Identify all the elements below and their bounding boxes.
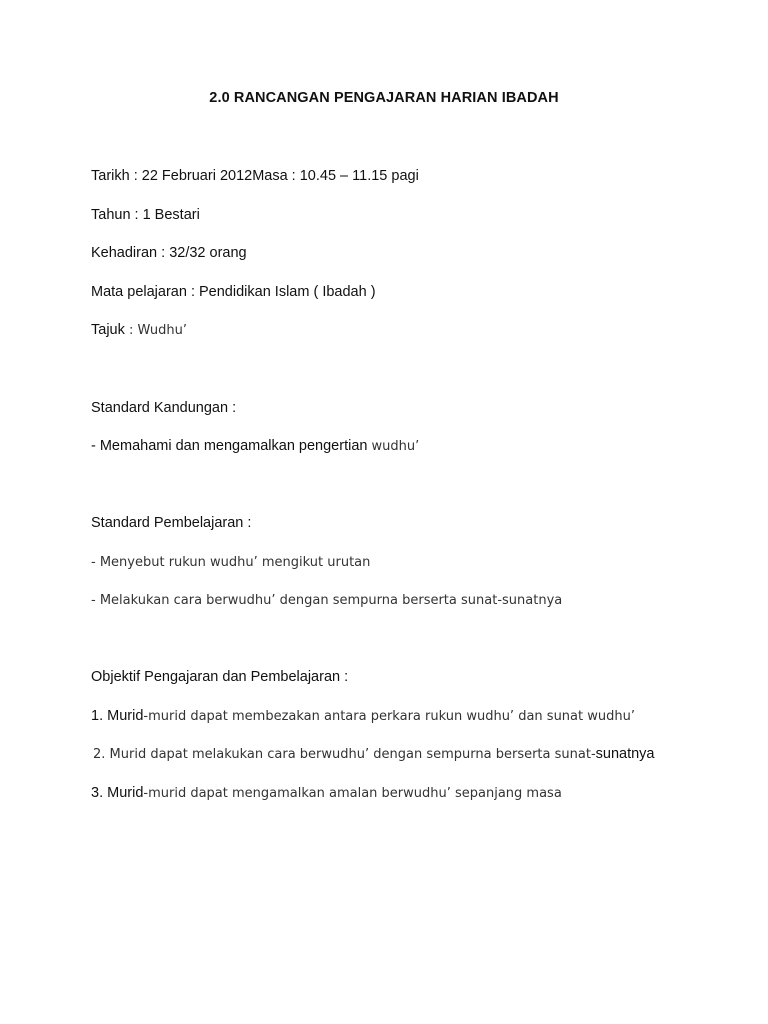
objektif-item-2-text: 2. Murid dapat melakukan cara berwudhu’ dengan sempurna berserta sunat-: [93, 747, 596, 762]
standard-pembelajaran-heading: Standard Pembelajaran :: [91, 515, 252, 531]
tarikh-masa-line: Tarikh : 22 Februari 2012Masa : 10.45 – 11.15 pagi: [91, 168, 419, 184]
tajuk-line: [91, 322, 187, 338]
objektif-item-3-lead: 3. Murid: [91, 785, 144, 801]
standard-pembelajaran-item-1: - Menyebut rukun wudhu’ mengikut urutan: [91, 555, 371, 570]
standard-kandungan-item-suffix: wudhu’: [371, 439, 420, 454]
standard-kandungan-item: [91, 438, 419, 454]
objektif-heading: Objektif Pengajaran dan Pembelajaran :: [91, 669, 349, 685]
objektif-item-1-lead: 1. Murid: [91, 708, 144, 724]
objektif-item-1: [91, 708, 635, 724]
tajuk-label: Tajuk: [91, 322, 125, 338]
tajuk-value: : Wudhu’: [124, 323, 187, 338]
kehadiran-line: Kehadiran : 32/32 orang: [91, 245, 247, 261]
objektif-item-2-tail: sunatnya: [595, 746, 655, 762]
objektif-item-3-text: -murid dapat mengamalkan amalan berwudhu’ sepanjang masa: [143, 786, 562, 801]
standard-kandungan-heading: Standard Kandungan :: [91, 400, 237, 416]
tahun-line: Tahun : 1 Bestari: [91, 207, 200, 223]
objektif-item-3: [91, 785, 562, 801]
objektif-item-1-text: -murid dapat membezakan antara perkara rukun wudhu’ dan sunat wudhu’: [143, 709, 635, 724]
objektif-item-2: [93, 746, 655, 762]
standard-kandungan-item-text: - Memahami dan mengamalkan pengertian: [91, 438, 372, 454]
document-title: 2.0 RANCANGAN PENGAJARAN HARIAN IBADAH: [209, 90, 559, 106]
standard-pembelajaran-item-2: - Melakukan cara berwudhu’ dengan sempurna berserta sunat-sunatnya: [91, 593, 563, 608]
mata-pelajaran-line: Mata pelajaran : Pendidikan Islam ( Ibadah ): [91, 284, 376, 300]
